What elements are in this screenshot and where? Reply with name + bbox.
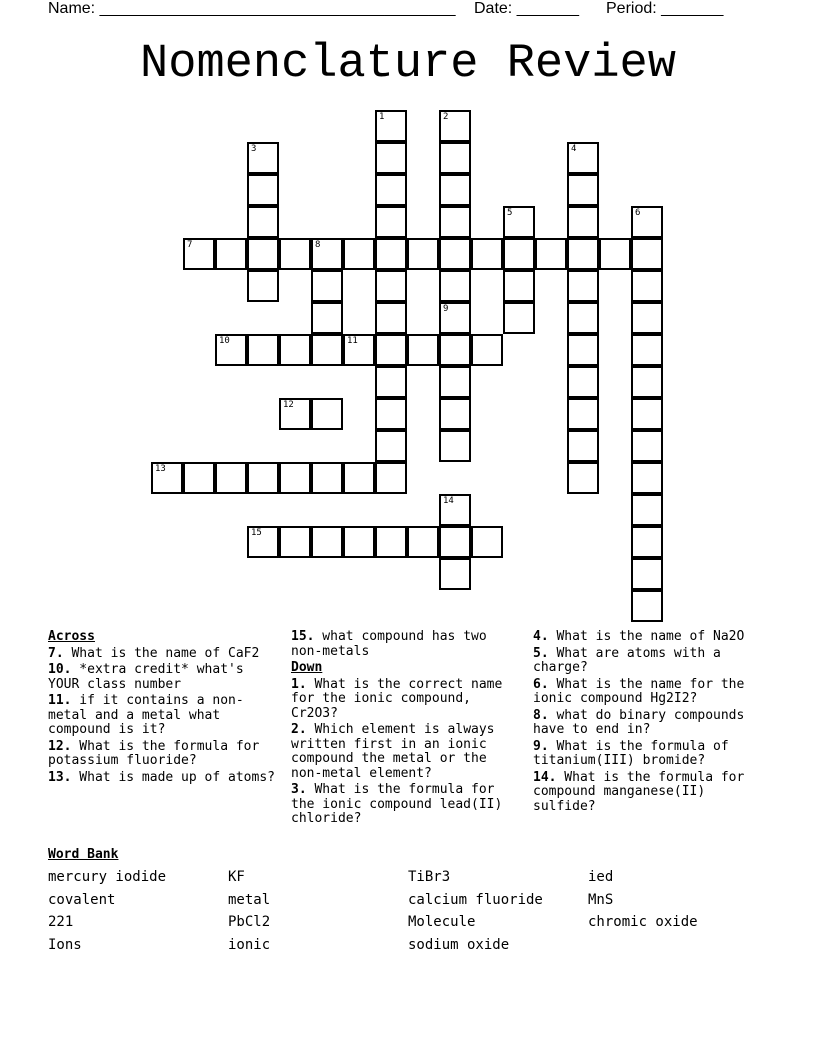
clue-item (533, 630, 769, 645)
crossword-cell[interactable] (407, 238, 439, 270)
crossword-cell[interactable] (375, 366, 407, 398)
clue-text: What is the name for the ionic compound Hg2I2? (533, 676, 745, 706)
crossword-cell[interactable] (247, 334, 279, 366)
word-bank-item: ied (588, 869, 614, 885)
clue-number-label: 11. (48, 693, 72, 708)
clue-item (533, 740, 769, 769)
clue-text: What is the formula for the ionic compound lead(II) chloride? (291, 782, 503, 826)
crossword-cell[interactable] (535, 238, 567, 270)
clue-number: 15 (251, 528, 262, 538)
word-bank-item: Ions (48, 937, 82, 953)
clue-number-label: 3. (291, 782, 307, 797)
crossword-cell[interactable] (247, 462, 279, 494)
clue-number: 4 (571, 144, 577, 154)
crossword-cell[interactable] (151, 462, 183, 494)
crossword-cell[interactable] (631, 270, 663, 302)
crossword-cell[interactable] (343, 334, 375, 366)
clue-item (291, 678, 525, 722)
crossword-cell[interactable] (311, 334, 343, 366)
crossword-cell[interactable] (631, 494, 663, 526)
crossword-cell[interactable] (343, 238, 375, 270)
crossword-cell[interactable] (311, 526, 343, 558)
crossword-cell[interactable] (631, 398, 663, 430)
crossword-cell[interactable] (215, 462, 247, 494)
crossword-cell[interactable] (439, 174, 471, 206)
clue-text: what do binary compounds have to end in? (533, 707, 745, 737)
clue-text: What is the name of Na2O (548, 629, 745, 644)
crossword-cell[interactable] (279, 526, 311, 558)
clue-number: 12 (283, 400, 294, 410)
crossword-cell[interactable] (439, 334, 471, 366)
word-bank-item: MnS (588, 892, 614, 908)
crossword-cell[interactable] (247, 526, 279, 558)
crossword-cell[interactable] (247, 238, 279, 270)
word-bank-item: ionic (228, 937, 271, 953)
clue-text: What is the formula for potassium fluoride? (48, 738, 260, 768)
clue-number-label: 13. (48, 769, 72, 785)
crossword-cell[interactable] (503, 206, 535, 238)
crossword-cell[interactable] (375, 174, 407, 206)
crossword-cell[interactable] (631, 462, 663, 494)
clue-text: What is the formula of titanium(III) bromide? (533, 738, 729, 768)
crossword-cell[interactable] (503, 270, 535, 302)
clue-text: What is the correct name for the ionic compound, Cr2O3? (291, 676, 503, 721)
clue-text: What is made up of atoms? (71, 769, 275, 785)
crossword-cell[interactable] (439, 526, 471, 558)
clue-item (48, 647, 282, 662)
word-bank-item: chromic oxide (588, 914, 698, 930)
crossword-cell[interactable] (407, 334, 439, 366)
crossword-cell[interactable] (631, 558, 663, 590)
crossword-cell[interactable] (343, 526, 375, 558)
clue-number: 9 (443, 304, 449, 314)
clue-column-3 (533, 630, 769, 816)
clue-number: 11 (347, 336, 358, 346)
crossword-cell[interactable] (439, 110, 471, 142)
crossword-cell[interactable] (279, 398, 311, 430)
crossword-cell[interactable] (375, 462, 407, 494)
crossword-cell[interactable] (311, 462, 343, 494)
crossword-cell[interactable] (567, 174, 599, 206)
crossword-cell[interactable] (215, 238, 247, 270)
crossword-cell[interactable] (311, 270, 343, 302)
crossword-cell[interactable] (567, 366, 599, 398)
across-heading: Across (48, 629, 95, 644)
period-field: Period: _______ (606, 0, 724, 17)
crossword-cell[interactable] (567, 238, 599, 270)
clue-number: 14 (443, 496, 454, 506)
crossword-cell[interactable] (247, 206, 279, 238)
clue-item (48, 663, 282, 692)
crossword-cell[interactable] (215, 334, 247, 366)
crossword-cell[interactable] (183, 238, 215, 270)
crossword-cell[interactable] (439, 494, 471, 526)
clue-item (48, 740, 282, 769)
word-bank-item: calcium fluoride (408, 892, 543, 908)
date-field: Date: _______ (474, 0, 579, 17)
clue-text: what compound has two non-metals (291, 629, 487, 659)
clue-number-label: 1. (291, 676, 307, 692)
crossword-cell[interactable] (407, 526, 439, 558)
clue-number-label: 8. (533, 707, 549, 723)
crossword-cell[interactable] (567, 430, 599, 462)
crossword-cell[interactable] (311, 238, 343, 270)
word-bank-item: covalent (48, 892, 116, 908)
clue-item (533, 771, 769, 815)
clue-number: 13 (155, 464, 166, 474)
clue-number-label: 2. (291, 722, 307, 737)
clue-number: 3 (251, 144, 257, 154)
word-bank-item: TiBr3 (408, 869, 451, 885)
clue-column-1 (48, 630, 282, 787)
clue-item (533, 678, 769, 707)
crossword-cell[interactable] (631, 366, 663, 398)
crossword-cell[interactable] (247, 270, 279, 302)
crossword-cell[interactable] (375, 430, 407, 462)
clue-number-label: 6. (533, 676, 549, 692)
clue-number-label: 10. (48, 662, 72, 677)
clue-item (48, 771, 282, 786)
crossword-cell[interactable] (503, 302, 535, 334)
crossword-cell[interactable] (311, 302, 343, 334)
crossword-cell[interactable] (279, 334, 311, 366)
crossword-cell[interactable] (567, 302, 599, 334)
name-field: Name: ________________________________________ (48, 0, 456, 17)
crossword-cell[interactable] (471, 526, 503, 558)
clue-number: 10 (219, 336, 230, 346)
crossword-cell[interactable] (375, 270, 407, 302)
clue-text: Which element is always written first in an ionic compound the metal or the non-metal element? (291, 722, 495, 781)
word-bank-item: sodium oxide (408, 937, 510, 953)
crossword-cell[interactable] (375, 206, 407, 238)
clue-item (533, 647, 769, 676)
clue-item (291, 783, 525, 827)
crossword-cell[interactable] (631, 526, 663, 558)
clue-column-2 (291, 630, 525, 829)
crossword-cell[interactable] (439, 366, 471, 398)
page-title: Nomenclature Review (140, 38, 676, 91)
crossword-cell[interactable] (279, 238, 311, 270)
word-bank-item: PbCl2 (228, 914, 271, 930)
crossword-cell[interactable] (375, 238, 407, 270)
clue-number-label: 5. (533, 645, 549, 661)
crossword-cell[interactable] (439, 206, 471, 238)
clue-number-label: 9. (533, 738, 549, 754)
crossword-cell[interactable] (439, 558, 471, 590)
crossword-cell[interactable] (567, 270, 599, 302)
crossword-cell[interactable] (439, 302, 471, 334)
word-bank-heading: Word Bank (48, 847, 119, 862)
clue-text: What are atoms with a charge? (533, 645, 721, 675)
crossword-cell[interactable] (343, 462, 375, 494)
clue-number-label: 4. (533, 629, 549, 644)
crossword-cell[interactable] (631, 430, 663, 462)
clue-number-label: 14. (533, 769, 557, 785)
crossword-cell[interactable] (599, 238, 631, 270)
crossword-cell[interactable] (247, 174, 279, 206)
down-heading: Down (291, 660, 323, 675)
crossword-cell[interactable] (279, 462, 311, 494)
clue-number: 7 (187, 240, 193, 250)
clue-text: *extra credit* what's YOUR class number (48, 662, 244, 692)
word-bank-item: mercury iodide (48, 869, 167, 885)
clue-number-label: 15. (291, 629, 315, 644)
clue-number: 5 (507, 208, 513, 218)
crossword-cell[interactable] (375, 526, 407, 558)
crossword-cell[interactable] (375, 110, 407, 142)
crossword-cell[interactable] (567, 206, 599, 238)
clue-number-label: 12. (48, 738, 72, 754)
crossword-cell[interactable] (503, 238, 535, 270)
clue-item (291, 630, 525, 659)
crossword-cell[interactable] (567, 334, 599, 366)
word-bank-item: KF (228, 869, 245, 885)
clue-number: 8 (315, 240, 321, 250)
crossword-cell[interactable] (567, 462, 599, 494)
clue-text: What is the name of CaF2 (63, 645, 260, 661)
clue-number: 2 (443, 112, 449, 122)
crossword-cell[interactable] (439, 398, 471, 430)
crossword-cell[interactable] (183, 462, 215, 494)
clue-number: 1 (379, 112, 385, 122)
crossword-cell[interactable] (631, 206, 663, 238)
crossword-cell[interactable] (631, 590, 663, 622)
clue-item (291, 723, 525, 781)
crossword-cell[interactable] (471, 334, 503, 366)
word-bank-item: Molecule (408, 914, 476, 930)
crossword-cell[interactable] (375, 302, 407, 334)
crossword-cell[interactable] (375, 334, 407, 366)
crossword-cell[interactable] (439, 430, 471, 462)
crossword-cell[interactable] (375, 142, 407, 174)
clue-number: 6 (635, 208, 641, 218)
crossword-cell[interactable] (471, 238, 503, 270)
crossword-cell[interactable] (631, 238, 663, 270)
crossword-cell[interactable] (375, 398, 407, 430)
clue-text: What is the formula for compound manganese(II) sulfide? (533, 769, 745, 814)
clue-number-label: 7. (48, 645, 64, 661)
crossword-cell[interactable] (439, 270, 471, 302)
crossword-cell[interactable] (439, 238, 471, 270)
word-bank-item: metal (228, 892, 271, 908)
crossword-cell[interactable] (567, 142, 599, 174)
crossword-cell[interactable] (631, 302, 663, 334)
crossword-cell[interactable] (311, 398, 343, 430)
clue-text: if it contains a non-metal and a metal what compound is it? (48, 693, 244, 737)
crossword-cell[interactable] (439, 142, 471, 174)
clue-item (48, 694, 282, 738)
crossword-cell[interactable] (247, 142, 279, 174)
word-bank-item: 221 (48, 914, 74, 930)
crossword-cell[interactable] (567, 398, 599, 430)
clue-item (533, 709, 769, 738)
crossword-cell[interactable] (631, 334, 663, 366)
